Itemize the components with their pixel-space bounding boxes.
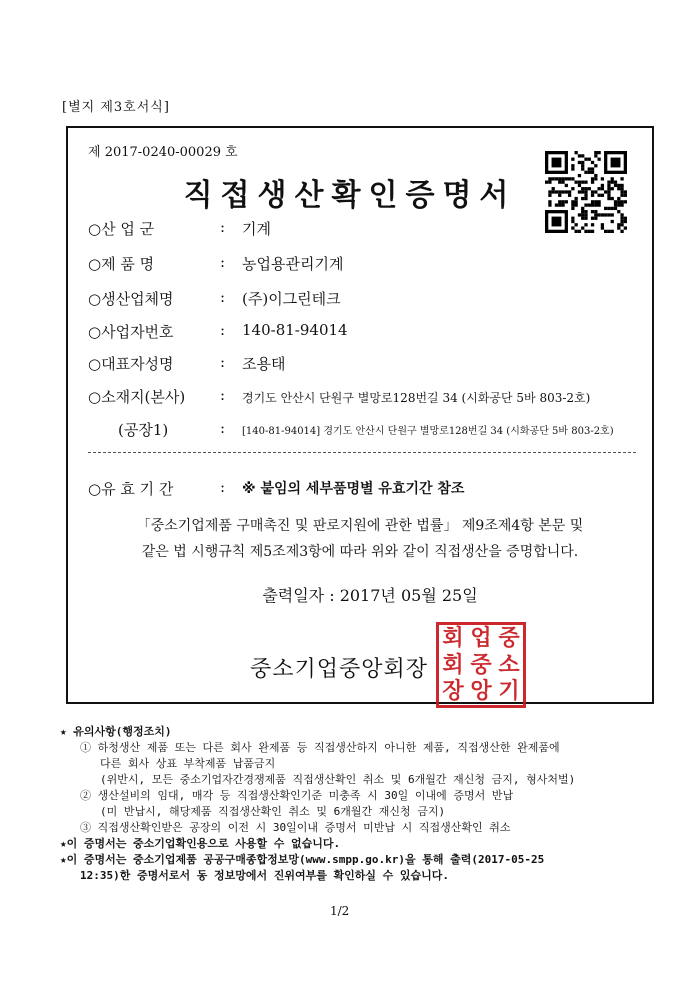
field-label: ○생산업체명	[88, 290, 174, 308]
notes-section	[60, 724, 660, 884]
note-item: ★이 증명서는 중소기업확인용으로 사용할 수 없습니다.	[60, 837, 341, 850]
field-colon: :	[220, 386, 226, 404]
field-value: [140-81-94014] 경기도 안산시 단원구 별망로128번길 34 (시화공단 5바 803-2호)	[242, 426, 614, 437]
seal-character: 장	[442, 678, 464, 705]
seal-character: 기	[498, 678, 520, 705]
field-label: ○소재지(본사)	[88, 388, 186, 406]
issue-date: 출력일자 : 2017년 05월 25일	[262, 586, 478, 605]
note-item: ③ 직접생산확인받은 공장의 이전 시 30일이내 증명서 미반납 시 직접생산확인 취소	[80, 821, 511, 834]
field-label: ○유 효 기 간	[88, 480, 174, 498]
seal-character: 업	[470, 625, 492, 651]
note-item: 다른 회사 상표 부착제품 납품금지	[100, 757, 276, 770]
field-value: (주)이그린테크	[242, 290, 341, 308]
seal-character: 앙	[470, 678, 492, 705]
field-label: (공장1)	[118, 421, 169, 439]
field-colon: :	[220, 253, 226, 271]
field-value: 농업용관리기계	[242, 255, 344, 273]
field-label: ○사업자번호	[88, 323, 174, 341]
field-value: 140-81-94014	[242, 321, 348, 339]
statement-line-2: 같은 법 시행규칙 제5조제3항에 따라 위와 같이 직접생산을 증명합니다.	[141, 544, 579, 560]
field-colon: :	[220, 478, 226, 496]
section-divider	[88, 452, 636, 453]
seal-character: 소	[498, 651, 520, 678]
seal-character: 중	[498, 625, 520, 651]
note-item: (미 반납시, 해당제품 직접생산확인 취소 및 6개월간 재신청 금지)	[100, 805, 446, 818]
seal-character: 중	[470, 651, 492, 678]
note-item: ② 생산설비의 임대, 매각 등 직접생산확인기준 미충족 시 30일 이내에 증명서 반납	[80, 789, 514, 802]
seal-character: 회	[442, 651, 464, 678]
field-value: ※ 붙임의 세부품명별 유효기간 참조	[242, 481, 465, 497]
note-item: ① 하청생산 제품 또는 다른 회사 완제품 등 직접생산하지 아니한 제품, 직접생산한 완제품에	[80, 741, 560, 754]
page-number: 1/2	[330, 904, 350, 918]
seal-character: 회	[442, 625, 464, 651]
field-value: 경기도 안산시 단원구 별망로128번길 34 (시화공단 5바 803-2호)	[242, 391, 591, 405]
document-title: 직접생산확인증명서	[183, 178, 517, 213]
field-colon: :	[220, 218, 226, 236]
field-value: 조용태	[242, 355, 286, 373]
form-label: [별지 제3호서식]	[62, 100, 170, 115]
certificate-number: 제 2017-0240-00029 호	[88, 145, 238, 160]
field-colon: :	[220, 419, 226, 437]
field-label: ○대표자성명	[88, 355, 174, 373]
note-item: 12:35)한 증명서로서 동 정보망에서 진위여부를 확인하실 수 있습니다.	[80, 869, 449, 882]
field-value: 기계	[242, 220, 271, 238]
field-colon: :	[220, 321, 226, 339]
notes-heading: ★ 유의사항(행정조치)	[60, 725, 172, 738]
note-item: (위반시, 모든 중소기업자간경쟁제품 직접생산확인 취소 및 6개월간 재신청 금지, 형사처벌)	[100, 773, 576, 786]
field-label: ○제 품 명	[88, 255, 155, 273]
field-colon: :	[220, 353, 226, 371]
field-colon: :	[220, 288, 226, 306]
issuer-name: 중소기업중앙회장	[250, 657, 429, 682]
official-seal-icon	[436, 622, 526, 708]
statement-line-1: 「중소기업제품 구매촉진 및 판로지원에 관한 법률」 제9조제4항 본문 및	[136, 518, 584, 534]
note-item: ★이 증명서는 중소기업제품 공공구매종합정보망(www.smpp.go.kr)을 통해 출력(2017-05-25	[60, 853, 545, 866]
field-label: ○산 업 군	[88, 220, 155, 238]
